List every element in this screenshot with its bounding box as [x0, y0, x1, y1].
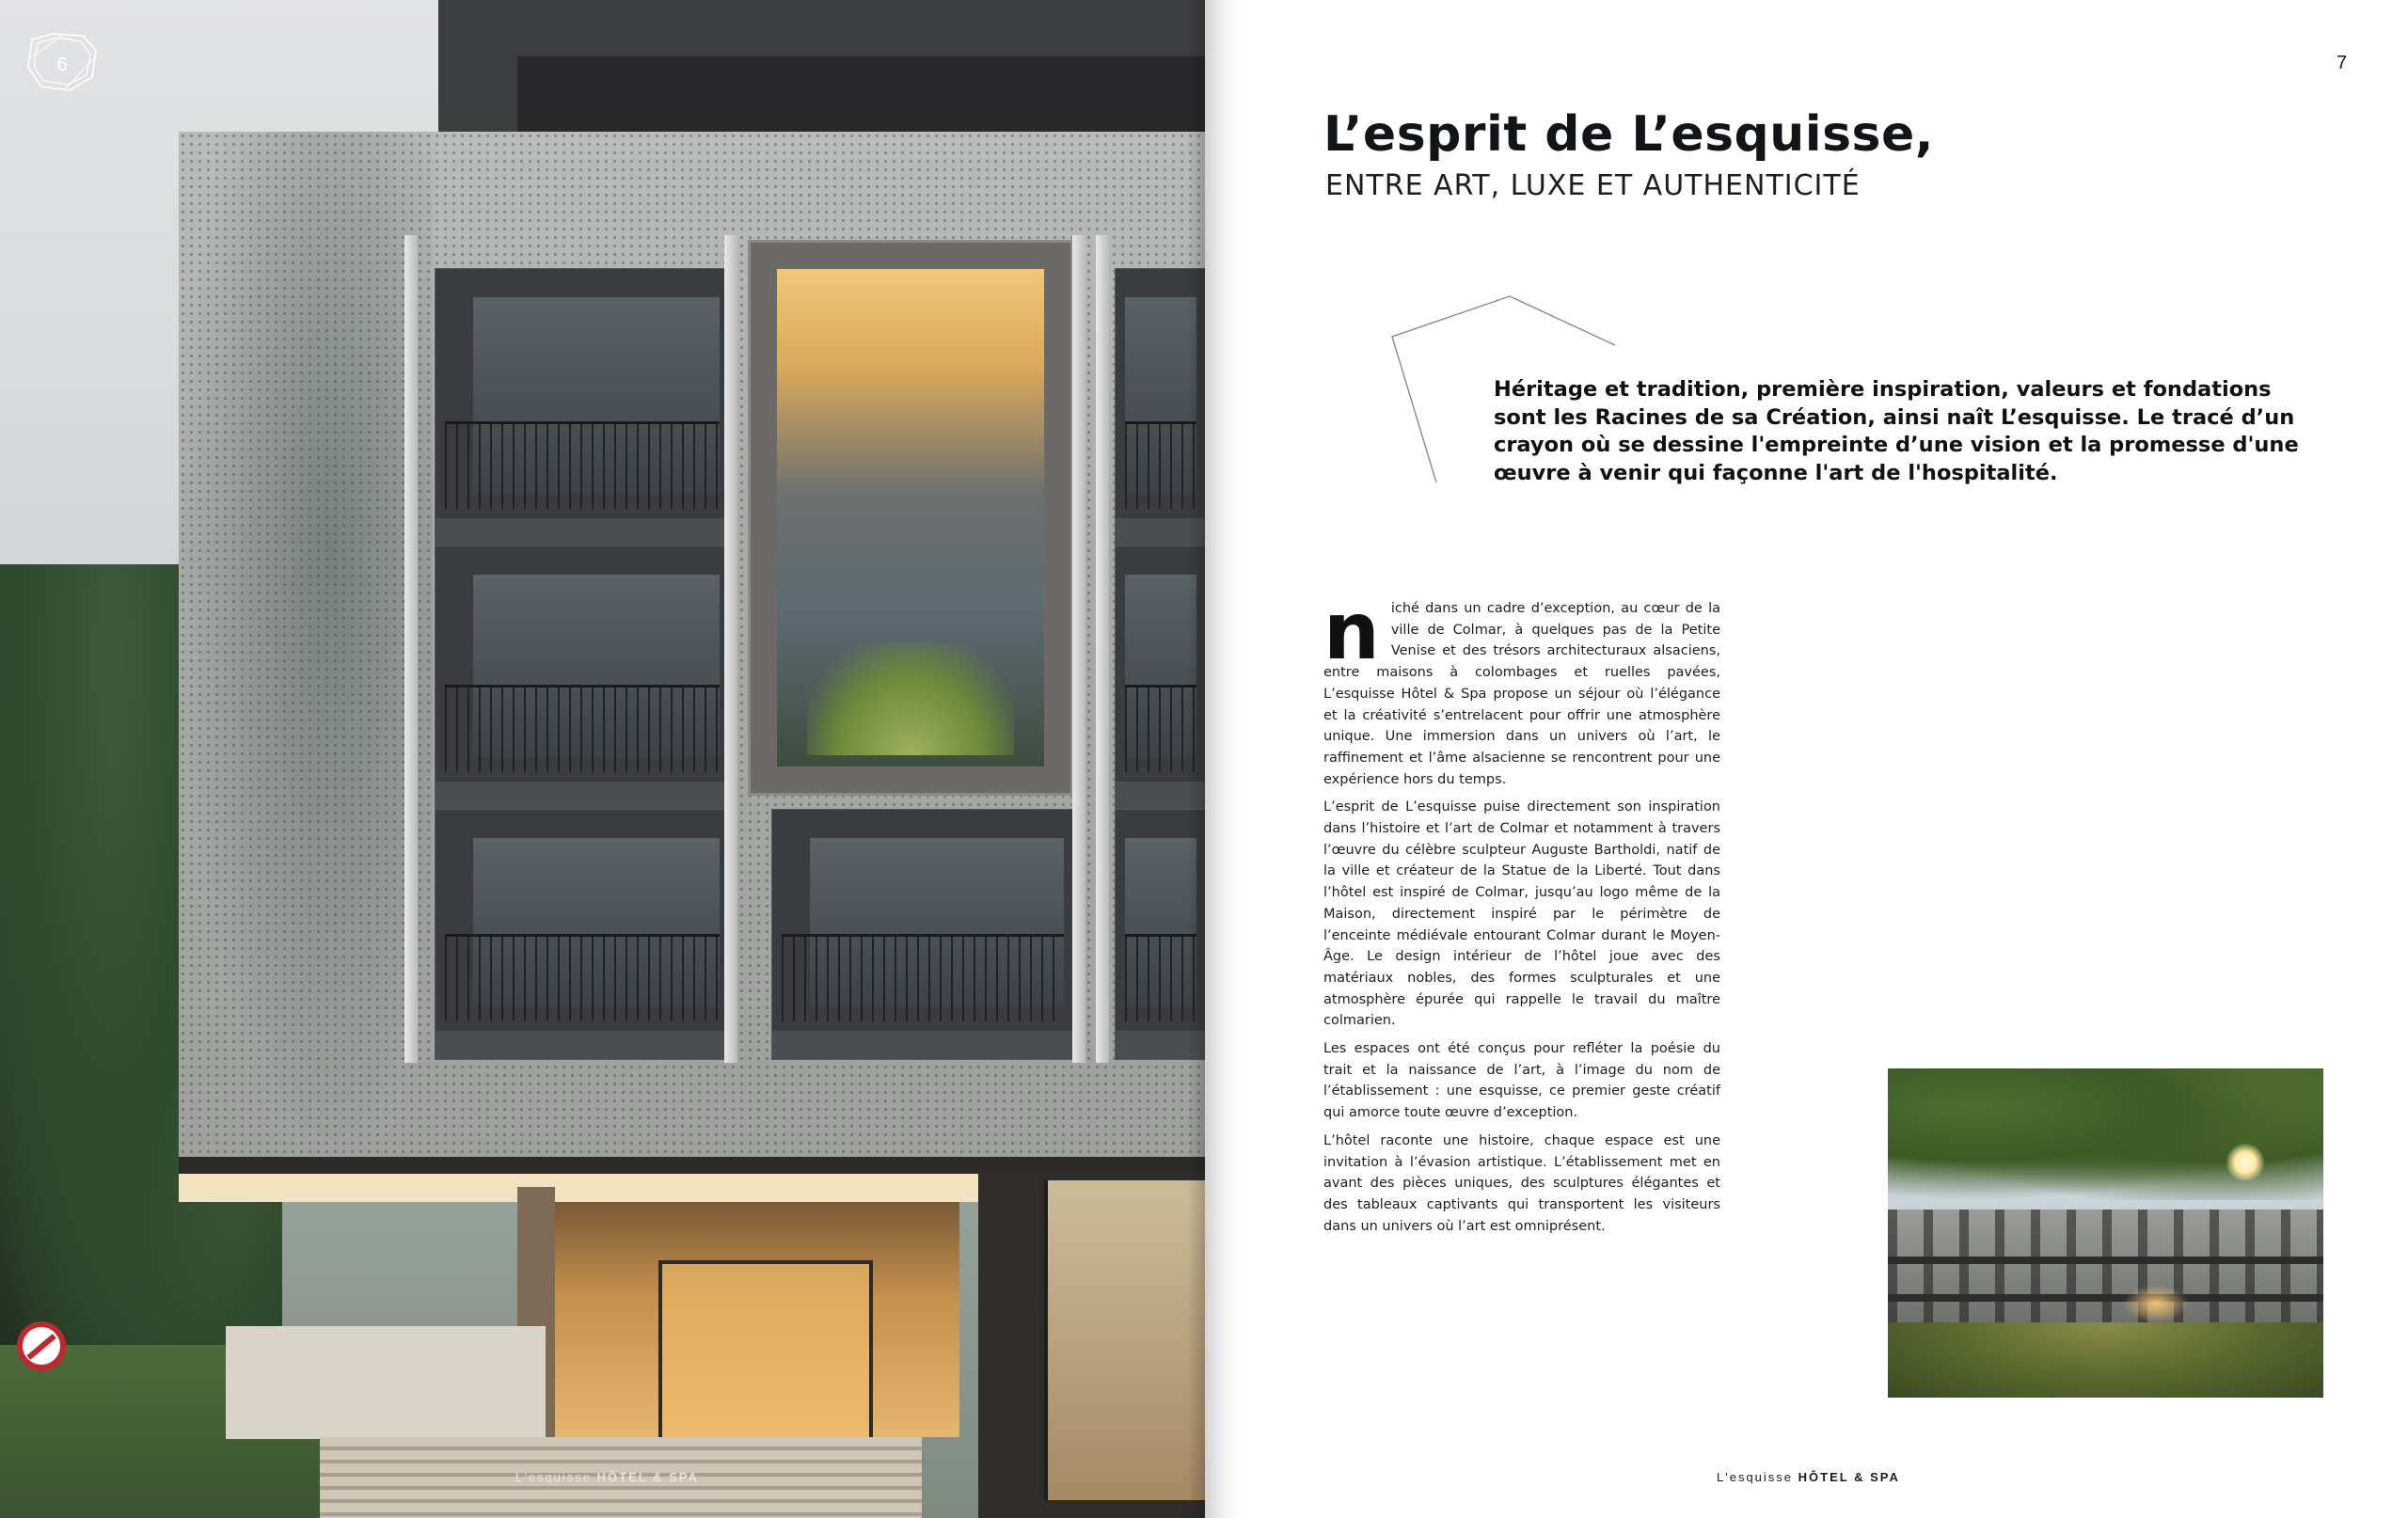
lit-soffit — [179, 1174, 988, 1202]
page-subtitle: ENTRE ART, LUXE ET AUTHENTICITÉ — [1325, 169, 1861, 202]
no-parking-sign-icon — [17, 1321, 66, 1370]
body-paragraph: Les espaces ont été conçus pour refléter la poésie du trait et la naissance de l’art, à l’image du nom de l’établissement : une esquisse, ce premier geste créatif qui amorce toute œuvre d’exception. — [1323, 1041, 1720, 1121]
page-title: L’esprit de L’esquisse, — [1323, 106, 1935, 163]
footer-brand: L'esquisse — [1717, 1470, 1794, 1484]
photo-floor-line — [1888, 1294, 2323, 1302]
balcony-railing — [445, 934, 720, 1021]
hotel-exterior-photo — [1888, 1068, 2323, 1398]
balcony-bay — [435, 546, 730, 811]
left-page-number: 6 — [56, 55, 68, 75]
balcony-railing — [1125, 685, 1196, 772]
right-page-number: 7 — [2337, 53, 2348, 73]
ground-floor-window — [1044, 1180, 1205, 1500]
balcony-slab — [436, 518, 729, 546]
photo-green-roof — [1888, 1322, 2323, 1398]
footer-suffix: HÔTEL & SPA — [596, 1470, 699, 1484]
photo-floor-line — [1888, 1257, 2323, 1264]
balcony-slab — [772, 1031, 1073, 1059]
body-text-column — [1323, 585, 1720, 1243]
facade-fin — [724, 235, 737, 1063]
footer-suffix: HÔTEL & SPA — [1798, 1470, 1900, 1484]
right-footer — [1717, 1470, 1900, 1484]
illuminated-bay-window — [748, 240, 1073, 796]
logo-page-marker — [24, 30, 100, 96]
balcony-bay — [771, 809, 1074, 1060]
balcony-railing — [1125, 934, 1196, 1021]
balcony-railing — [445, 685, 720, 772]
footer-brand: L'esquisse — [515, 1470, 593, 1484]
balcony-bay — [435, 268, 730, 547]
entrance-doors — [658, 1260, 873, 1447]
balcony-slab — [436, 1031, 729, 1059]
entrance-wall — [226, 1326, 546, 1439]
intro-quote: Héritage et tradition, première inspiration, valeurs et fondations sont les Racines de sa Création, ainsi naît L’esquisse. Le tracé d’un crayon où se dessine l'empreinte d’une vision et la promesse d'une œuvre à venir qui façonne l'art de l'hospitalité. — [1494, 377, 2299, 485]
body-paragraph — [1323, 585, 1720, 790]
left-footer — [515, 1470, 699, 1484]
body-paragraph: L’esprit de L’esquisse puise directement son inspiration dans l’histoire et l’art de Colmar et notamment à travers l’œuvre du célèbre sculpteur Auguste Bartholdi, natif de la ville et créateur de la Statue de la Liberté. Tout dans l’hôtel est inspiré de Colmar, jusqu’au logo même de la Maison, directement inspiré par le périmètre de l’enceinte médiévale entourant Colmar durant le Moyen-Âge. Le design intérieur de l’hôtel joue avec des matériaux nobles, des formes sculpturales et une atmosphère épurée qui rappelle le travail du maître colmarien. — [1323, 799, 1720, 1029]
facade-tree-pattern — [179, 132, 433, 1171]
drop-cap: n — [1323, 585, 1380, 677]
balcony-bay — [435, 809, 730, 1060]
upper-tower-band — [517, 56, 1205, 132]
balcony-railing — [1125, 421, 1196, 509]
body-paragraph-text: iché dans un cadre d’exception, au cœur de la ville de Colmar, à quelques pas de la Petite Venise et des trésors architecturaux alsaciens, entre maisons à colombages et ruelles pavées, L’esquisse Hôtel & Spa propose un séjour où l’élégance et la créativité s’entrelacent pour offrir une atmosphère unique. Une immersion dans un univers où l’art, le raffinement et l’âme alsacienne se rencontrent pour une expérience hors du temps. — [1323, 601, 1720, 787]
photo-sun — [2226, 1144, 2264, 1181]
photo-building — [1888, 1210, 2323, 1332]
balcony-railing — [445, 421, 720, 509]
body-paragraph: L’hôtel raconte une histoire, chaque espace est une invitation à l’évasion artistique. L’établissement met en avant des pièces uniques, des sculptures élégantes et des tableaux captivants qui transportent les visiteurs dans un univers où l’art est omniprésent. — [1323, 1132, 1720, 1234]
page-gutter-shadow — [1187, 0, 1244, 1518]
photo-foliage — [1888, 1068, 2323, 1200]
window-plants — [807, 642, 1014, 755]
photo-entrance-glow — [2123, 1285, 2189, 1322]
facade-fin — [404, 235, 418, 1063]
facade-fin — [1072, 235, 1085, 1063]
balcony-slab — [436, 782, 729, 810]
balcony-railing — [782, 934, 1064, 1021]
facade-fin — [1096, 235, 1109, 1063]
